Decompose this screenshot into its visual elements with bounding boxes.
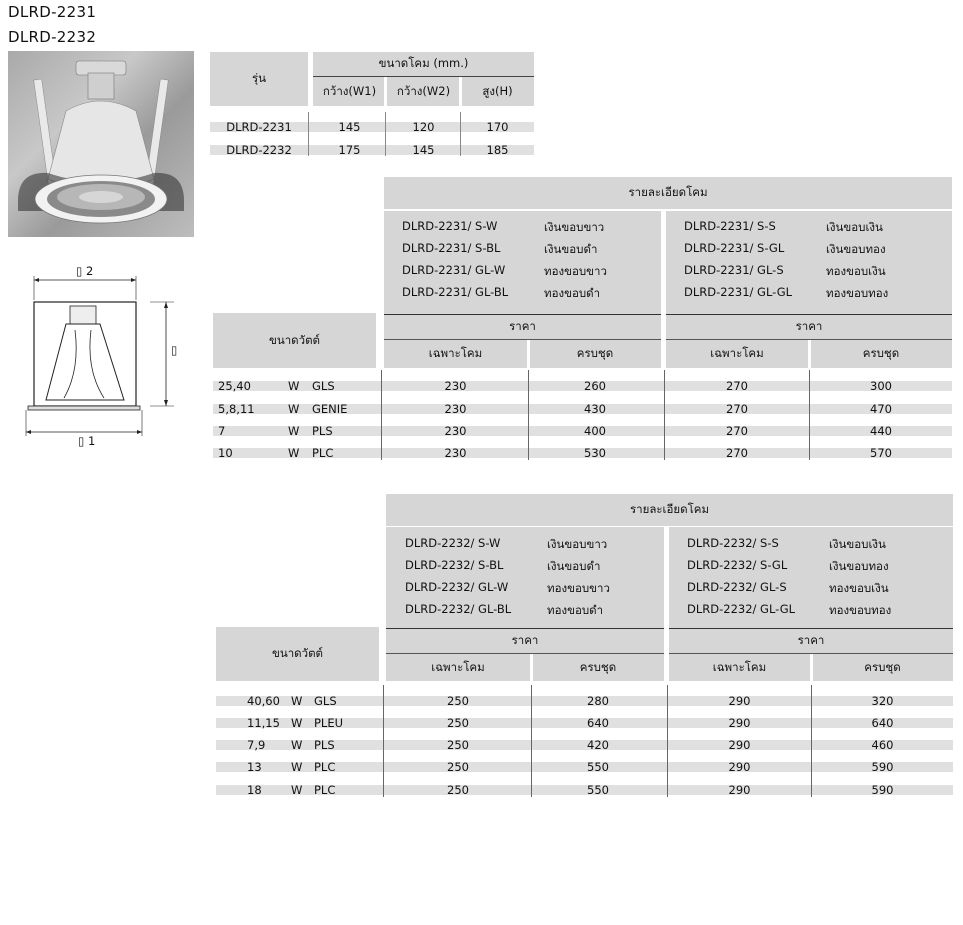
t2-row-price: 460 xyxy=(871,738,894,752)
t1-left-desc: ทองขอบดำ xyxy=(544,286,601,300)
t2-right-desc: เงินขอบทอง xyxy=(829,559,889,573)
t2-row-price: 550 xyxy=(587,783,609,797)
t2-sub-fixture-only: เฉพาะโคม xyxy=(431,659,485,674)
product-photo xyxy=(8,51,194,237)
t2-detail-header: รายละเอียดโคม xyxy=(629,502,710,516)
dim-row-h: 185 xyxy=(486,143,509,157)
t2-row-price: 290 xyxy=(728,738,751,752)
t2-row-price: 250 xyxy=(447,783,469,797)
t1-sub-fixture-only: เฉพาะโคม xyxy=(710,346,764,360)
t1-row-unit: W xyxy=(288,402,300,416)
t1-left-desc: เงินขอบขาว xyxy=(544,220,605,234)
t2-price-header-left: ราคา xyxy=(511,633,539,647)
t2-row-watt: 40,60 xyxy=(247,694,280,708)
dim-col-w1: กว้าง(W1) xyxy=(322,83,377,98)
t2-left-desc: ทองขอบขาว xyxy=(547,581,610,595)
t2-row-unit: W xyxy=(291,716,303,730)
t2-row-type: GLS xyxy=(314,694,337,708)
t2-row-price: 250 xyxy=(447,694,469,708)
t2-row-price: 290 xyxy=(728,783,751,797)
t1-right-desc: เงินขอบเงิน xyxy=(826,220,883,234)
t2-row-unit: W xyxy=(291,694,303,708)
t2-left-desc: เงินขอบดำ xyxy=(547,559,601,573)
t2-row-price: 590 xyxy=(871,760,894,774)
dim-row-h: 170 xyxy=(486,120,509,134)
diagram-label-w2: ▯ 2 xyxy=(76,264,94,278)
t2-row-watt: 13 xyxy=(247,760,262,774)
t1-right-desc: ทองขอบเงิน xyxy=(826,264,886,278)
diagram-label-w1: ▯ 1 xyxy=(78,434,96,448)
t2-row-price: 640 xyxy=(587,716,609,730)
t1-left-desc: เงินขอบดำ xyxy=(544,242,598,256)
t2-right-desc: ทองขอบเงิน xyxy=(829,581,889,595)
t2-row-price: 320 xyxy=(871,694,894,708)
t1-row-watt: 7 xyxy=(218,424,226,438)
t1-row-price: 430 xyxy=(584,402,606,416)
t1-right-code: DLRD-2231/ S-GL xyxy=(684,241,785,255)
t2-sub-complete-set: ครบชุด xyxy=(579,659,617,674)
dim-row-w1: 175 xyxy=(338,143,361,157)
t1-row-unit: W xyxy=(288,424,300,438)
t1-row-price: 230 xyxy=(444,424,467,438)
t1-row-unit: W xyxy=(288,446,300,460)
t2-row-price: 250 xyxy=(447,760,469,774)
t1-row-price: 440 xyxy=(870,424,892,438)
t1-row-price: 230 xyxy=(444,446,467,460)
t2-row-type: PLC xyxy=(314,760,336,774)
t2-right-code: DLRD-2232/ S-S xyxy=(687,536,779,550)
t1-watt-header: ขนาดวัตต์ xyxy=(268,332,321,347)
t1-right-code: DLRD-2231/ GL-S xyxy=(684,263,784,277)
t1-row-price: 300 xyxy=(870,379,892,393)
dimension-diagram xyxy=(20,260,195,460)
t1-row-type: GENIE xyxy=(312,402,348,416)
t2-right-desc: ทองขอบทอง xyxy=(829,603,892,617)
t1-sub-fixture-only: เฉพาะโคม xyxy=(428,346,483,360)
t1-row-unit: W xyxy=(288,379,300,393)
dim-row-w2: 145 xyxy=(412,143,435,157)
t1-row-price: 530 xyxy=(584,446,606,460)
t1-price-header-left: ราคา xyxy=(509,319,536,333)
t1-right-desc: เงินขอบทอง xyxy=(826,242,886,256)
t1-left-desc: ทองขอบขาว xyxy=(544,264,607,278)
dim-row-w1: 145 xyxy=(338,120,361,134)
dim-row-model: DLRD-2232 xyxy=(226,143,292,157)
t2-row-price: 420 xyxy=(587,738,609,752)
t2-right-code: DLRD-2232/ GL-GL xyxy=(687,602,796,616)
t2-row-price: 290 xyxy=(728,694,751,708)
t1-detail-header: รายละเอียดโคม xyxy=(628,185,708,199)
t1-left-code: DLRD-2231/ GL-BL xyxy=(402,285,509,299)
dim-size-header: ขนาดโคม (mm.) xyxy=(378,56,469,70)
t2-sub-complete-set: ครบชุด xyxy=(864,659,901,674)
t1-right-desc: ทองขอบทอง xyxy=(826,286,889,300)
t1-left-code: DLRD-2231/ S-BL xyxy=(402,241,501,255)
t1-row-type: PLC xyxy=(312,446,334,460)
t1-row-price: 270 xyxy=(726,379,748,393)
t2-left-code: DLRD-2232/ S-BL xyxy=(405,558,504,572)
t2-left-code: DLRD-2232/ S-W xyxy=(405,536,501,550)
t1-right-code: DLRD-2231/ GL-GL xyxy=(684,285,793,299)
dim-col-h: สูง(H) xyxy=(482,83,513,98)
t1-row-price: 230 xyxy=(444,379,467,393)
model-title-2: DLRD-2232 xyxy=(8,28,97,46)
t1-sub-complete-set: ครบชุด xyxy=(576,346,614,360)
t2-sub-fixture-only: เฉพาะโคม xyxy=(712,659,767,674)
t2-row-price: 640 xyxy=(871,716,894,730)
t1-left-code: DLRD-2231/ S-W xyxy=(402,219,498,233)
t2-left-desc: ทองขอบดำ xyxy=(547,603,604,617)
t1-row-price: 570 xyxy=(870,446,892,460)
t2-left-code: DLRD-2232/ GL-W xyxy=(405,580,509,594)
t2-row-unit: W xyxy=(291,738,303,752)
t1-row-price: 470 xyxy=(870,402,892,416)
t2-row-price: 590 xyxy=(871,783,894,797)
t1-price-header-right: ราคา xyxy=(795,319,823,333)
t2-row-price: 250 xyxy=(447,738,469,752)
t1-row-type: GLS xyxy=(312,379,335,393)
t2-row-type: PLEU xyxy=(314,716,344,730)
t2-row-price: 250 xyxy=(447,716,469,730)
t2-price-header-right: ราคา xyxy=(797,633,825,647)
t2-row-unit: W xyxy=(291,760,303,774)
t2-row-unit: W xyxy=(291,783,303,797)
t1-row-watt: 25,40 xyxy=(218,379,251,393)
t1-sub-complete-set: ครบชุด xyxy=(862,346,900,360)
t1-row-price: 260 xyxy=(584,379,606,393)
t2-row-price: 550 xyxy=(587,760,609,774)
t2-row-price: 280 xyxy=(587,694,609,708)
t2-right-code: DLRD-2232/ S-GL xyxy=(687,558,788,572)
t1-row-price: 270 xyxy=(726,446,748,460)
t2-row-watt: 18 xyxy=(247,783,262,797)
dim-col-w2: กว้าง(W2) xyxy=(396,83,451,98)
t2-left-code: DLRD-2232/ GL-BL xyxy=(405,602,512,616)
dim-row-model: DLRD-2231 xyxy=(226,120,292,134)
dim-row-w2: 120 xyxy=(412,120,435,134)
model-title-1: DLRD-2231 xyxy=(8,3,97,21)
t2-left-desc: เงินขอบขาว xyxy=(547,537,608,551)
t1-row-price: 230 xyxy=(444,402,467,416)
diagram-label-h: ▯ xyxy=(171,343,178,357)
t2-row-watt: 11,15 xyxy=(247,716,280,730)
dim-model-header: รุ่น xyxy=(251,71,267,85)
t2-row-price: 290 xyxy=(728,716,751,730)
t1-row-price: 270 xyxy=(726,402,748,416)
t1-row-watt: 5,8,11 xyxy=(218,402,255,416)
t2-row-price: 290 xyxy=(728,760,751,774)
t2-row-type: PLC xyxy=(314,783,336,797)
t1-left-code: DLRD-2231/ GL-W xyxy=(402,263,506,277)
t2-right-code: DLRD-2232/ GL-S xyxy=(687,580,787,594)
t2-row-watt: 7,9 xyxy=(247,738,266,752)
t1-row-price: 270 xyxy=(726,424,748,438)
t1-row-watt: 10 xyxy=(218,446,233,460)
t1-row-price: 400 xyxy=(584,424,606,438)
t1-row-type: PLS xyxy=(312,424,333,438)
t2-watt-header: ขนาดวัตต์ xyxy=(271,646,324,660)
t2-right-desc: เงินขอบเงิน xyxy=(829,537,886,551)
t2-row-type: PLS xyxy=(314,738,335,752)
t1-right-code: DLRD-2231/ S-S xyxy=(684,219,776,233)
